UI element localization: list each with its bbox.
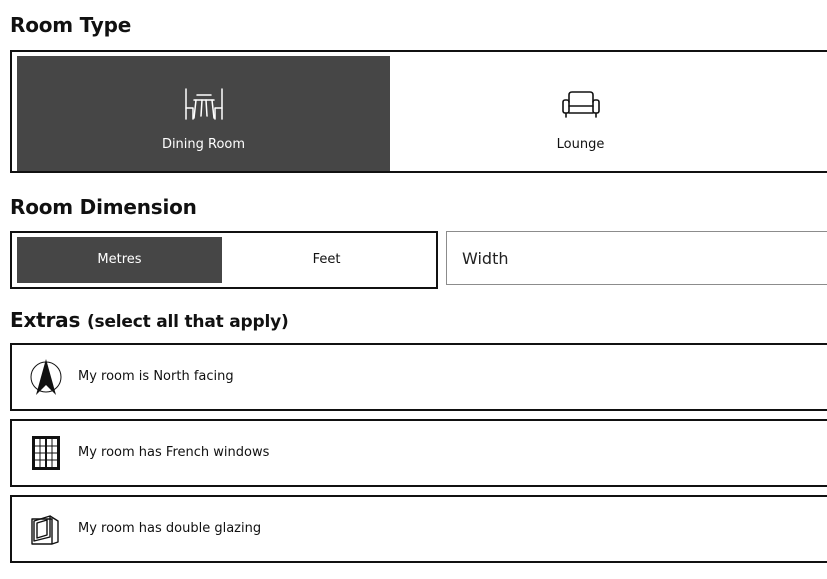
extras-heading [10, 308, 289, 332]
extras-heading-subtitle: (select all that apply) [86, 312, 289, 332]
extra-option-double-glazing[interactable] [10, 495, 827, 563]
room-option-label: Dining Room [161, 137, 246, 152]
unit-option-metres[interactable]: Metres [17, 237, 222, 283]
extra-label: My room is North facing [78, 369, 234, 384]
extra-label: My room has double glazing [78, 521, 262, 536]
room-type-selector [10, 50, 827, 173]
room-dimension-heading: Room Dimension [10, 195, 197, 219]
room-option-dining-room[interactable] [17, 56, 390, 171]
room-option-label: Lounge [556, 137, 605, 152]
north-arrow-icon [28, 358, 64, 396]
dining-table-icon [183, 86, 225, 122]
extra-option-french-windows[interactable] [10, 419, 827, 487]
unit-option-feet[interactable]: Feet [312, 252, 341, 267]
width-input[interactable] [446, 231, 827, 285]
unit-toggle [10, 231, 438, 289]
extra-label: My room has French windows [78, 445, 270, 460]
extras-heading-title: Extras [10, 308, 81, 332]
room-option-lounge[interactable] [394, 56, 767, 171]
room-type-heading: Room Type [10, 13, 132, 37]
sofa-icon [560, 86, 602, 122]
french-windows-icon [28, 434, 64, 472]
extra-option-north-facing[interactable] [10, 343, 827, 411]
double-glazing-icon [28, 510, 64, 548]
